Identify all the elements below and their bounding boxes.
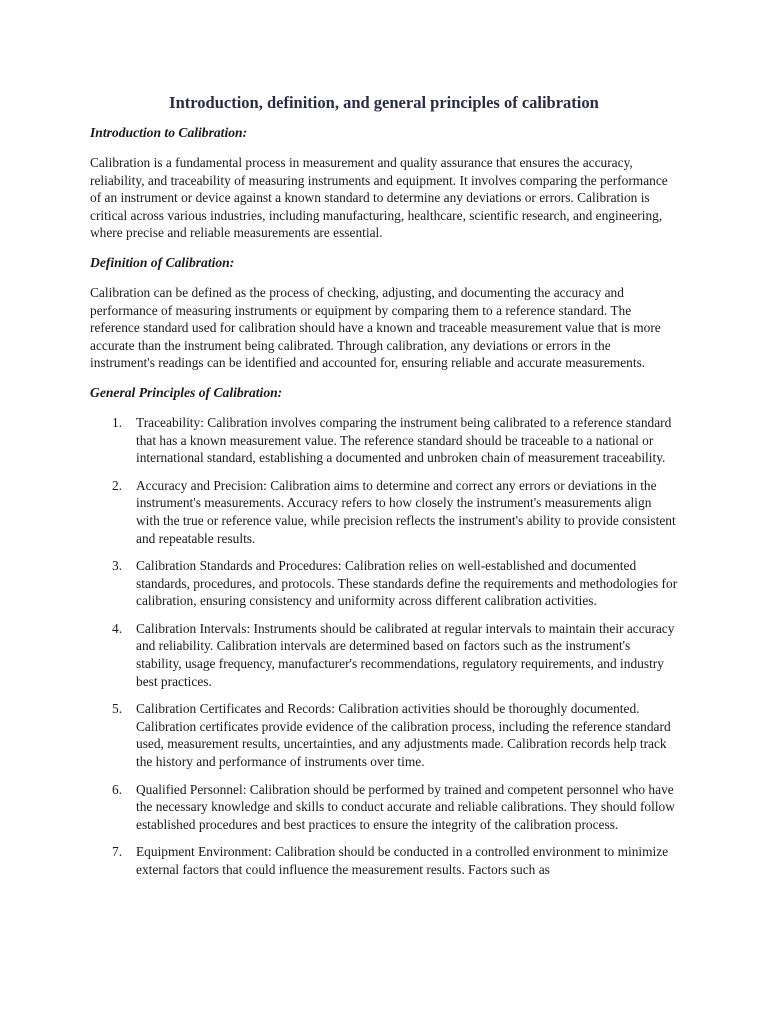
- list-item-text: Qualified Personnel: Calibration should be performed by trained and competent personnel who have the necessary knowledge and skills to conduct accurate and reliable calibrations. They should follow established procedures and best practices to ensure the integrity of the calibration process.: [136, 781, 675, 832]
- list-item: [90, 781, 678, 834]
- list-item-text: Calibration Intervals: Instruments should be calibrated at regular intervals to maintain their accuracy and reliability. Calibration intervals are determined based on factors such as the instrument's stability, usage frequency, manufacturer's recommendations, regulatory requirements, and industry best practices.: [136, 620, 675, 689]
- list-item-text: Calibration Certificates and Records: Calibration activities should be thoroughly documented. Calibration certificates provide evidence of the calibration process, including the reference standard used, measurement results, uncertainties, and any adjustments made. Calibration records help track the history and performance of instruments over time.: [136, 701, 671, 770]
- principles-list: [90, 414, 678, 879]
- list-item-number: 7.: [112, 844, 123, 860]
- intro-heading: Introduction to Calibration:: [90, 125, 248, 140]
- list-item: [90, 700, 678, 770]
- list-item: [90, 843, 678, 878]
- list-item-number: 4.: [112, 620, 123, 636]
- document-title: Introduction, definition, and general principles of calibration: [169, 93, 599, 112]
- list-item-number: 2.: [112, 477, 123, 493]
- list-item-number: 1.: [112, 414, 123, 430]
- definition-heading: Definition of Calibration:: [90, 254, 235, 270]
- definition-paragraph: Calibration can be defined as the process of checking, adjusting, and documenting the accuracy and performance of measuring instruments or equipment by comparing them to a reference standard. The reference standard used for calibration should have a known and traceable measurement value that is more accurate than the instrument being calibrated. Through calibration, any deviations or errors in the instrument's readings can be identified and accounted for, ensuring reliable and accurate measurements.: [90, 284, 661, 371]
- list-item: [90, 477, 678, 547]
- list-item-number: 3.: [112, 558, 123, 574]
- intro-paragraph: Calibration is a fundamental process in measurement and quality assurance that ensures the accuracy, reliability, and traceability of measuring instruments and equipment. It involves comparing the performance of an instrument or device against a known standard to determine any deviations or errors. Calibration is critical across various industries, including manufacturing, healthcare, scientific research, and engineering, where precise and reliable measurements are essential.: [90, 155, 668, 241]
- list-item-text: Traceability: Calibration involves comparing the instrument being calibrated to a reference standard that has a known measurement value. The reference standard should be traceable to a national or international standard, establishing a documented and unbroken chain of measurement traceability.: [136, 414, 672, 466]
- list-item-text: Equipment Environment: Calibration should be conducted in a controlled environment to minimize external factors that could influence the measurement results. Factors such as: [136, 844, 669, 877]
- list-item-number: 5.: [112, 701, 123, 717]
- list-item-number: 6.: [112, 781, 123, 797]
- list-item: [90, 414, 678, 467]
- list-item: [90, 557, 678, 610]
- list-item-text: Calibration Standards and Procedures: Calibration relies on well-established and documented standards, procedures, and protocols. These standards define the requirements and methodologies for calibration, ensuring consistency and uniformity across different calibration activities.: [136, 558, 678, 609]
- list-item-text: Accuracy and Precision: Calibration aims to determine and correct any errors or deviations in the instrument's measurements. Accuracy refers to how closely the instrument's measurements align with the true or reference value, while precision reflects the instrument's ability to provide consistent and repeatable results.: [136, 477, 676, 546]
- principles-heading: General Principles of Calibration:: [90, 384, 283, 400]
- list-item: [90, 620, 678, 690]
